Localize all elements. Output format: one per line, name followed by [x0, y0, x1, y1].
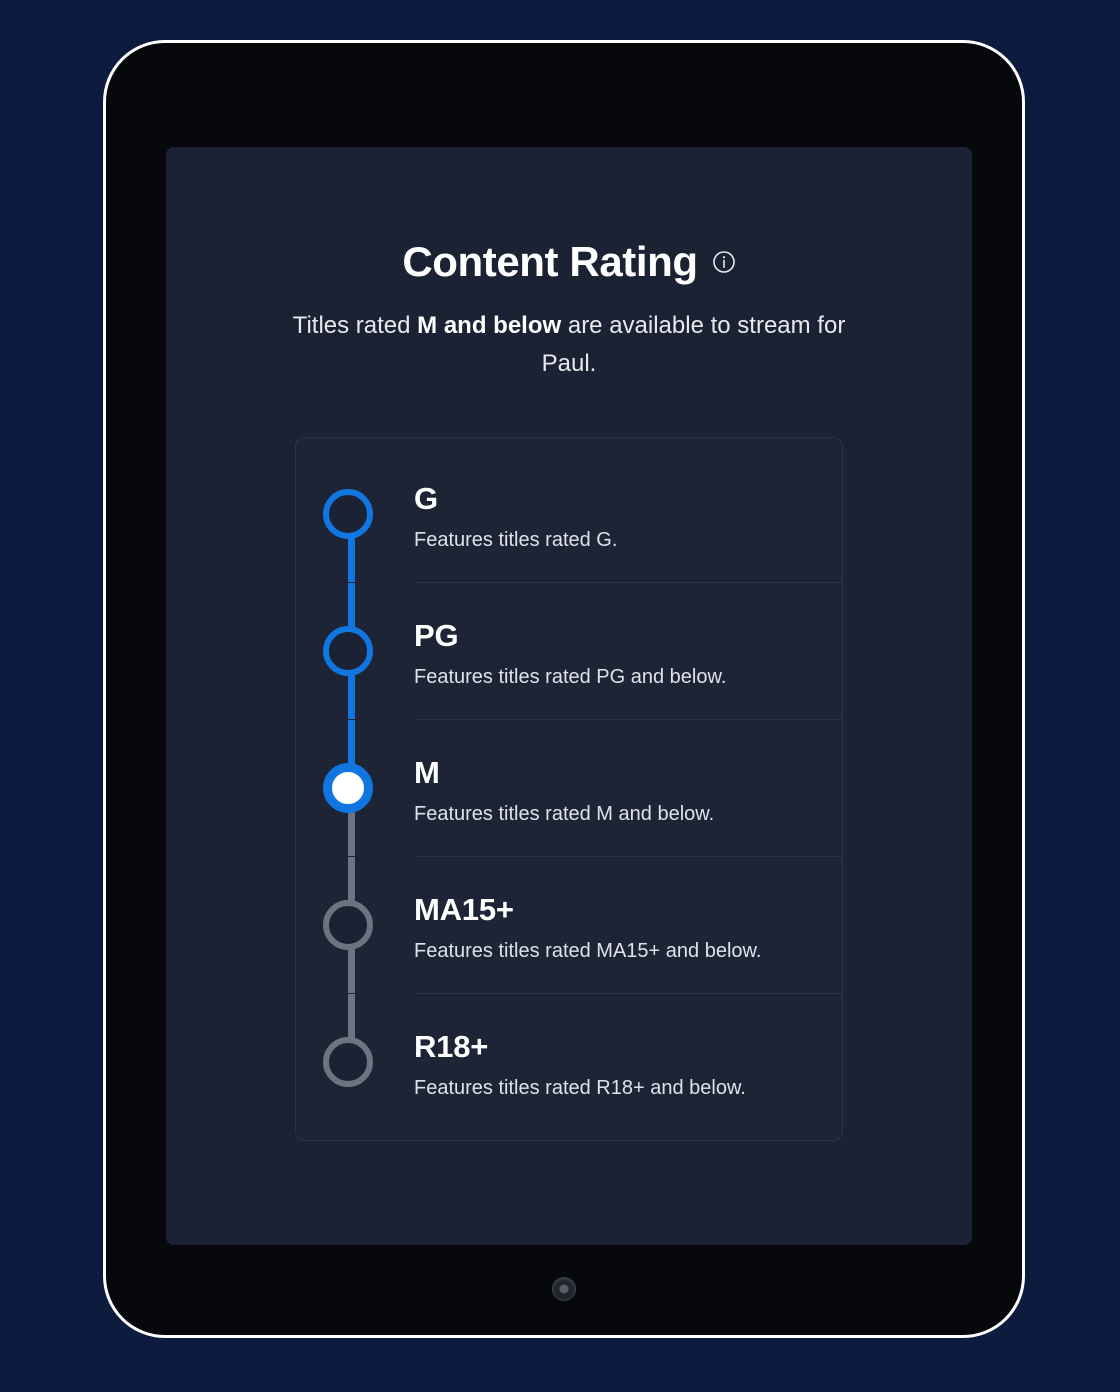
rating-description: Features titles rated R18+ and below. [414, 1077, 746, 1100]
rating-option-list [296, 446, 842, 1130]
rating-options-card [295, 437, 843, 1141]
rating-label: R18+ [414, 1028, 489, 1064]
rating-label: MA15+ [414, 891, 514, 927]
rating-option-ma15[interactable] [296, 857, 842, 994]
page-title: Content Rating [402, 238, 698, 285]
rating-description: Features titles rated PG and below. [414, 666, 727, 689]
subtitle-suffix: are available to stream for Paul. [541, 312, 846, 377]
tablet-screen [166, 147, 972, 1245]
radio-m-selected[interactable] [323, 763, 373, 813]
rating-label: PG [414, 617, 459, 653]
rating-description: Features titles rated MA15+ and below. [414, 940, 762, 963]
subtitle-prefix: Titles rated [292, 312, 418, 339]
rating-text-g [414, 446, 842, 583]
rating-description: Features titles rated G. [414, 529, 618, 552]
radio-r18[interactable] [323, 1037, 373, 1087]
subtitle [289, 307, 849, 383]
rating-option-m[interactable] [296, 720, 842, 857]
info-circle-icon[interactable] [712, 250, 736, 274]
rating-option-pg[interactable] [296, 583, 842, 720]
radio-pg[interactable] [323, 626, 373, 676]
rating-option-g[interactable] [296, 446, 842, 583]
rating-text-pg [414, 583, 842, 720]
rating-label: M [414, 754, 440, 790]
radio-ma15[interactable] [323, 900, 373, 950]
rating-description: Features titles rated M and below. [414, 803, 715, 826]
content-rating-screen [166, 147, 972, 1245]
title-row [166, 238, 972, 285]
rating-label: G [414, 480, 438, 516]
rating-option-r18[interactable] [296, 994, 842, 1130]
subtitle-strong: M and below [417, 312, 562, 339]
rating-text-m [414, 720, 842, 857]
home-button[interactable] [552, 1277, 576, 1301]
rating-text-ma15 [414, 857, 842, 994]
radio-g[interactable] [323, 489, 373, 539]
home-button-dot [560, 1285, 569, 1294]
rating-text-r18 [414, 994, 842, 1130]
tablet-device-frame [103, 40, 1025, 1338]
